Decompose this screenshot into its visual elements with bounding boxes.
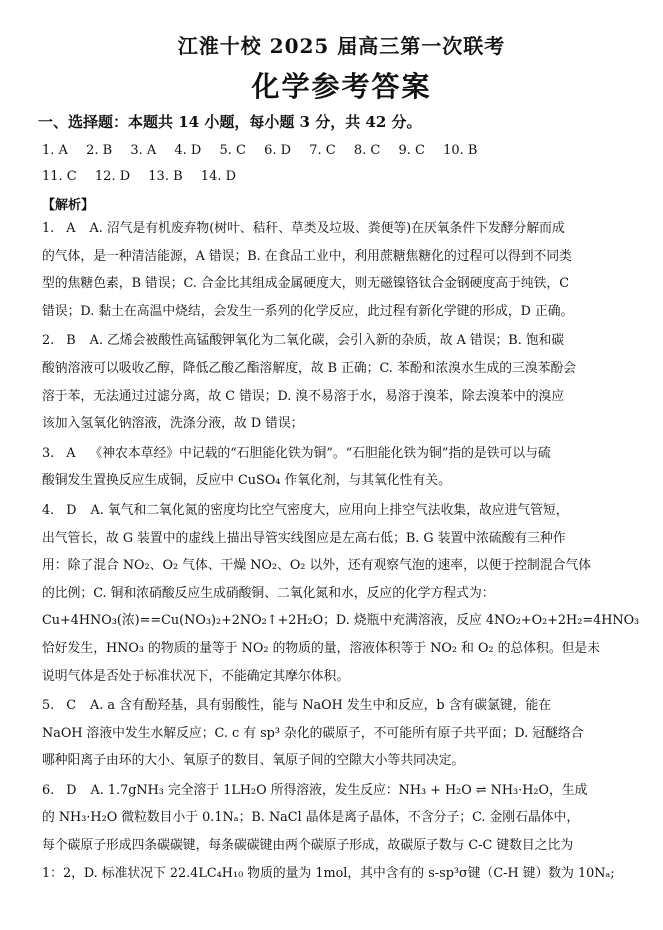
- item-answer: D: [66, 782, 77, 798]
- analysis-line: [42, 692, 641, 720]
- analysis-line: 每个碳原子形成四条碳碳键，每条碳碳键由两个碳原子形成，故碳原子数与 C-C 键数目之比为: [42, 838, 574, 854]
- analysis-line: 1：2，D. 标准状况下 22.4LC₄H₁₀ 物质的量为 1mol，其中含有的 s-sp³σ键（C-H 键）数为 10Nₐ;: [42, 865, 615, 881]
- analysis-line: [42, 215, 641, 243]
- item-answer: A: [66, 221, 76, 236]
- item-text: A. 氧气和二氧化氮的密度均比空气密度大，应用向上排空气法收集，故应进气管短，: [90, 502, 569, 518]
- item-text: A. 乙烯会被酸性高锰酸钾氧化为二氧化碳，会引入新的杂质，故 A 错误；B. 饱和碳: [89, 333, 565, 349]
- analysis-item-4: [42, 497, 641, 690]
- analysis-line: 溶于苯，无法通过过滤分离，故 C 错误；D. 溴不易溶于水，易溶于溴苯，除去溴苯中的溴应: [42, 388, 565, 404]
- analysis-line: [42, 440, 641, 468]
- analysis-line: 酸铜发生置换反应生成铜，反应中 CuSO₄ 作氧化剂，与其氧化性有关。: [42, 473, 451, 489]
- page-title: 化学参考答案: [251, 70, 432, 103]
- answer-item: 13. B: [148, 169, 183, 184]
- answer-item: 4. D: [174, 143, 202, 158]
- item-number: 5.: [42, 698, 55, 714]
- item-answer: C: [66, 698, 77, 714]
- analysis-item-6: [42, 777, 641, 887]
- analysis-line: 说明气体是否处于标准状况下，不能确定其摩尔体积。: [42, 668, 350, 684]
- analysis-line: 型的焦糖色素，B 错误；C. 合金比其组成金属硬度大，则无磁镍铬钛合金钢硬度高于纯铁，C: [42, 276, 570, 292]
- analysis-line: 用：除了混合 NO₂、O₂ 气体、干燥 NO₂、O₂ 以外，还有观察气泡的速率，以便于控制混合气体: [42, 558, 592, 574]
- analysis-item-5: [42, 692, 641, 775]
- analysis-line: 的比例；C. 铜和浓硝酸反应生成硝酸铜、二氧化氮和水，反应的化学方程式为：: [42, 585, 495, 601]
- section-heading: 一、选择题：本题共 14 小题，每小题 3 分，共 42 分。: [38, 113, 422, 131]
- analysis-line: 哪种阳离子由环的大小、氧原子的数目、氧原子间的空隙大小等共同决定。: [42, 753, 465, 769]
- answer-item: 5. C: [219, 143, 246, 158]
- analysis-line: [42, 327, 641, 355]
- item-number: 4.: [42, 502, 55, 518]
- answer-row-1: [42, 138, 641, 164]
- analysis-line: 恰好发生，HNO₃ 的物质的量等于 NO₂ 的物质的量，溶液体积等于 NO₂ 和 O₂ 的总体积。但是未: [42, 640, 601, 656]
- answer-item: 1. A: [42, 143, 68, 158]
- item-text: A. a 含有酚羟基，具有弱酸性，能与 NaOH 发生中和反应，b 含有碳氯键，能在: [90, 698, 552, 714]
- analysis-item-1: [42, 215, 641, 325]
- analysis-line: [42, 497, 641, 525]
- answer-item: 3. A: [130, 143, 157, 158]
- answer-item: 10. B: [443, 143, 478, 158]
- analysis-line: 的 NH₃·H₂O 微粒数目小于 0.1Nₐ；B. NaCl 晶体是离子晶体，不含分子；C. 金刚石晶体中，: [42, 810, 580, 826]
- analysis-line: 错误；D. 黏土在高温中烧结，会发生一系列的化学反应，此过程有新化学键的形成，D 正确。: [42, 303, 574, 319]
- answer-item: 7. C: [309, 143, 336, 158]
- item-number: 1.: [42, 221, 55, 236]
- item-number: 2.: [42, 333, 55, 349]
- analysis-line: Cu+4HNO₃(浓)==Cu(NO₃)₂+2NO₂↑+2H₂O；D. 烧瓶中充满溶液，反应 4NO₂+O₂+2H₂=4HNO₃: [42, 613, 640, 629]
- analysis-line: 该加入氢氧化钠溶液，洗涤分液，故 D 错误；: [42, 416, 304, 432]
- analysis-item-2: [42, 327, 641, 437]
- analysis-line: 的气体，是一种清洁能源，A 错误；B. 在食品工业中，利用蔗糖焦糖化的过程可以得到不同类: [42, 248, 572, 264]
- item-answer: D: [66, 502, 77, 518]
- item-answer: A: [66, 445, 76, 461]
- item-answer: B: [66, 333, 76, 349]
- answer-item: 8. C: [353, 143, 381, 158]
- answer-key: [42, 138, 641, 190]
- item-text: A. 1.7gNH₃ 完全溶于 1LH₂O 所得溶液，发生反应：NH₃ + H₂O ⇌ NH₃·H₂O，生成: [90, 782, 588, 798]
- item-number: 3.: [42, 445, 55, 461]
- item-text: A. 沼气是有机废弃物(树叶、秸秆、草类及垃圾、粪便等)在厌氧条件下发酵分解而成: [89, 221, 565, 236]
- item-number: 6.: [42, 782, 55, 798]
- analysis-line: NaOH 溶液中发生水解反应；C. c 有 sp³ 杂化的碳原子，不可能所有原子共平面；D. 冠醚络合: [42, 725, 584, 741]
- answer-item: 6. D: [264, 143, 292, 158]
- analysis-line: 酸钠溶液可以吸收乙醇，降低乙酸乙酯溶解度，故 B 正确；C. 苯酚和浓溴水生成的三溴苯酚会: [42, 360, 577, 376]
- answer-item: 2. B: [86, 143, 113, 158]
- answer-item: 9. C: [398, 143, 425, 158]
- analysis-line: 出气管长，故 G 装置中的虚线上描出导管实线图应是左高右低；B. G 装置中浓硫酸有三种作: [42, 530, 566, 546]
- analysis-item-3: [42, 440, 641, 495]
- item-text: 《神农本草经》中记载的“石胆能化铁为铜”。“石胆能化铁为铜”指的是铁可以与硫: [89, 445, 551, 461]
- answer-row-2: [42, 164, 641, 190]
- answer-item: 11. C: [42, 169, 77, 184]
- analysis-label: 【解析】: [42, 198, 95, 213]
- exam-title: 江淮十校 2025 届高三第一次联考: [177, 34, 506, 58]
- answer-item: 12. D: [94, 169, 131, 184]
- answer-item: 14. D: [200, 169, 237, 184]
- analysis-line: [42, 777, 641, 805]
